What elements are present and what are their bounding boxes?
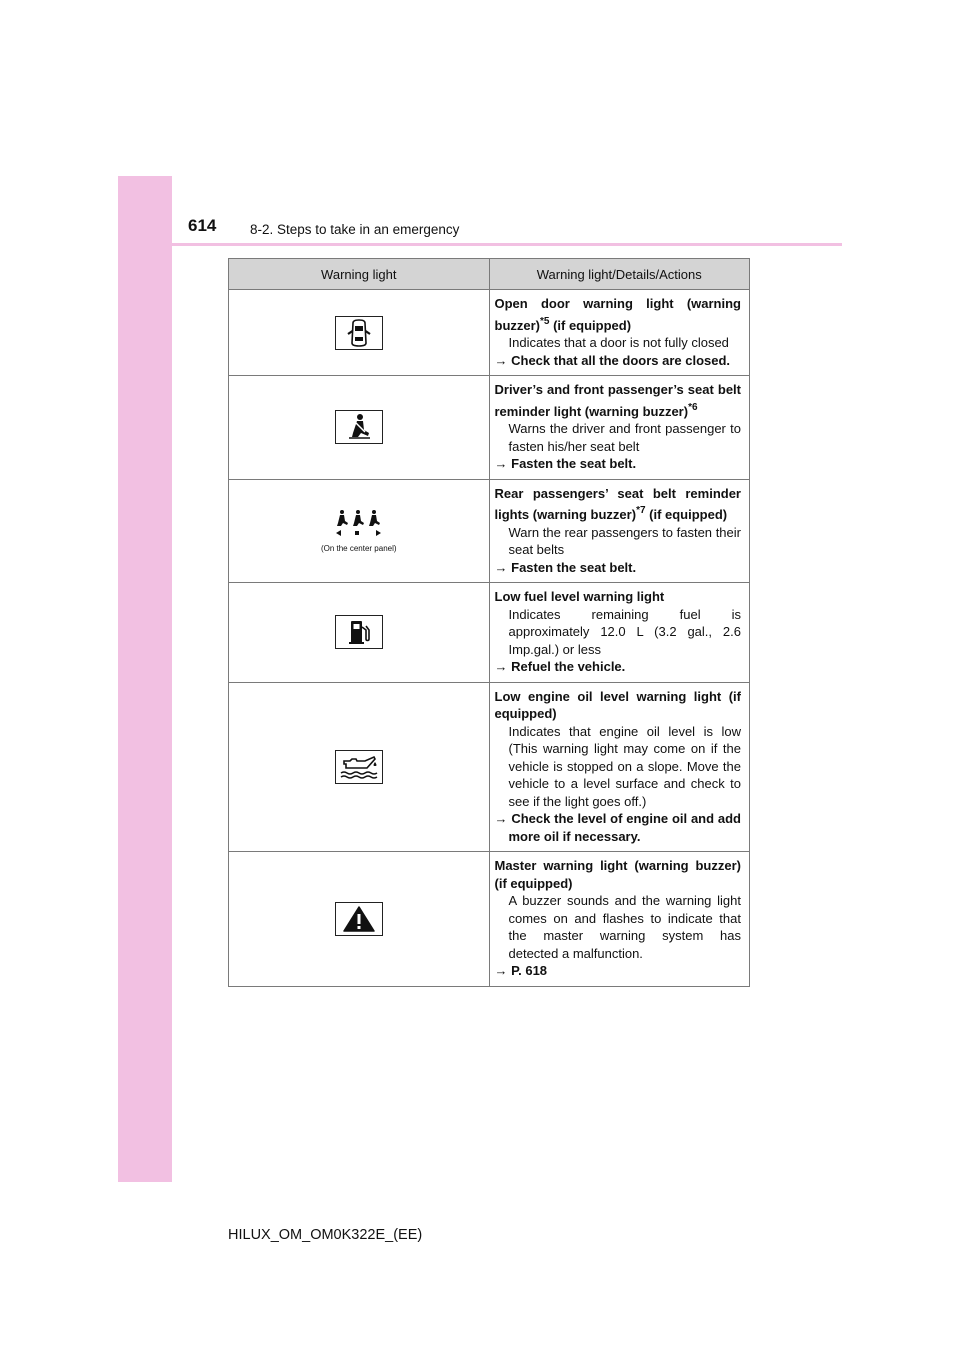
light-description: Warns the driver and front passenger to fasten his/her seat belt <box>508 421 741 454</box>
details-cell <box>489 583 750 683</box>
fuel-pump-icon <box>335 615 383 649</box>
table-row <box>229 852 750 987</box>
side-tab-bar <box>118 176 172 1182</box>
icon-cell <box>229 583 490 683</box>
light-description: Warn the rear passengers to fasten their seat belts <box>508 524 741 557</box>
light-action: → Fasten the seat belt. <box>494 559 637 575</box>
light-action: → P. 618 <box>494 963 548 978</box>
page-number: 614 <box>188 216 217 235</box>
light-description: Indicates that engine oil level is low (This warning light may come on if the vehicle is stopped on a slope. Move the vehicle to a level surface and check to see if the light goes off.) <box>508 723 741 809</box>
column-header-warning-light: Warning light <box>229 259 490 290</box>
details-cell <box>489 290 750 376</box>
light-action: → Check the level of engine oil and add more oil if necessary. <box>494 811 741 844</box>
column-header-details: Warning light/Details/Actions <box>489 259 750 290</box>
warning-lights-table <box>228 258 750 987</box>
light-title: Rear passengers’ seat belt reminder lights (warning buzzer)$^{*7}$ (if equipped) <box>494 485 741 522</box>
light-description: Indicates remaining fuel is approximately 12.0 L (3.2 gal., 2.6 Imp.gal.) or less <box>508 606 741 657</box>
table-header-row <box>229 259 750 290</box>
light-action: → Fasten the seat belt. <box>494 456 637 471</box>
light-description: A buzzer sounds and the warning light comes on and flashes to indicate that the master warning system has detected a malfunction. <box>508 893 741 961</box>
light-description: Indicates that a door is not fully closed <box>508 335 729 350</box>
oil-can-icon <box>335 750 383 784</box>
icon-cell <box>229 479 490 583</box>
light-title: Master warning light (warning buzzer) (if equipped) <box>494 858 741 891</box>
icon-cell <box>229 290 490 376</box>
light-title: Open door warning light (warning buzzer)$^{*5}$ (if equipped) <box>494 296 741 333</box>
warning-triangle-icon <box>335 902 383 936</box>
light-title: Low engine oil level warning light (if equipped) <box>494 688 741 721</box>
light-action: → Refuel the vehicle. <box>494 659 626 674</box>
header-rule <box>118 243 842 246</box>
light-action: → Check that all the doors are closed. <box>494 352 731 368</box>
rear-seat-belt-icon <box>334 509 384 539</box>
icon-cell <box>229 852 490 987</box>
table-row <box>229 376 750 480</box>
open-door-icon <box>335 316 383 350</box>
details-cell <box>489 479 750 583</box>
icon-caption: (On the center panel) <box>320 543 397 553</box>
details-cell <box>489 682 750 852</box>
table-row <box>229 682 750 852</box>
table-row <box>229 583 750 683</box>
seat-belt-icon <box>335 410 383 444</box>
light-title: Driver’s and front passenger’s seat belt reminder light (warning buzzer)$^{*6}$ <box>494 382 741 419</box>
icon-cell <box>229 376 490 480</box>
light-title: Low fuel level warning light <box>494 589 665 604</box>
icon-cell <box>229 682 490 852</box>
section-title: 8-2. Steps to take in an emergency <box>250 222 460 237</box>
details-cell <box>489 376 750 480</box>
table-row <box>229 290 750 376</box>
table-row <box>229 479 750 583</box>
document-code: HILUX_OM_OM0K322E_(EE) <box>228 1227 423 1243</box>
details-cell <box>489 852 750 987</box>
